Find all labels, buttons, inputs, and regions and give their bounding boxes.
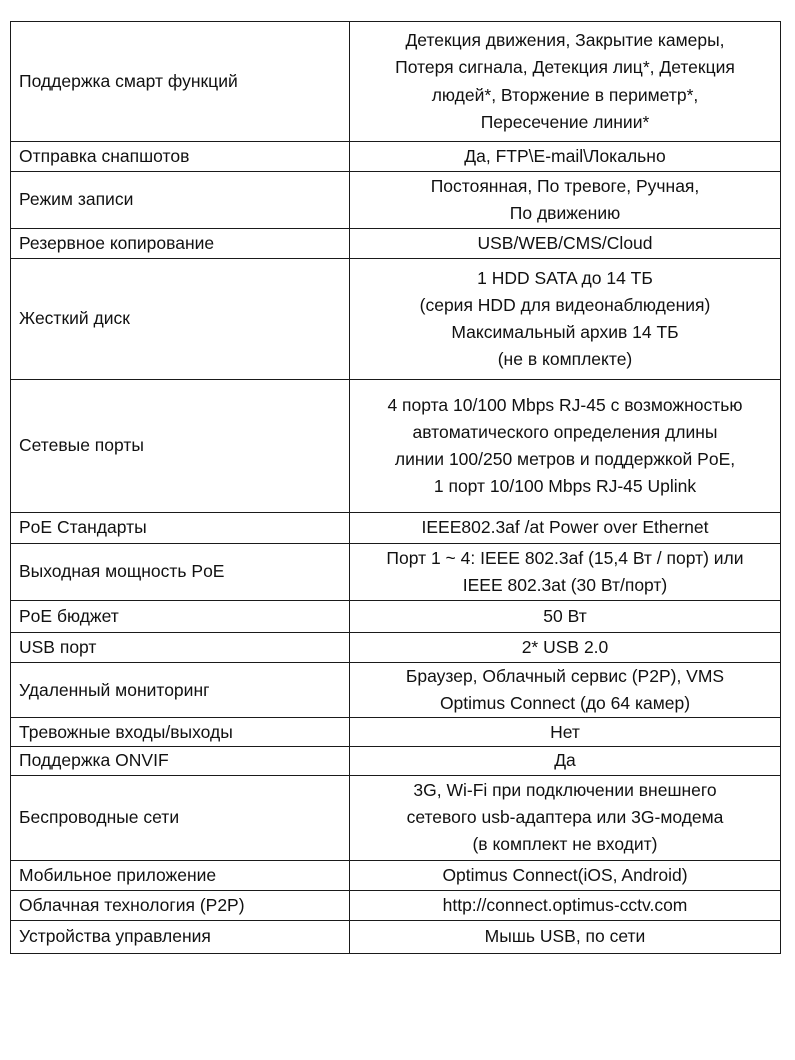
spec-value-line: линии 100/250 метров и поддержкой PoE,: [394, 449, 736, 469]
spec-label: Поддержка смарт функций: [11, 22, 350, 142]
spec-label: Устройства управления: [11, 920, 350, 953]
spec-label: Выходная мощность PoE: [11, 544, 350, 601]
spec-value-line: По движению: [509, 203, 621, 223]
spec-value-line: Порт 1 ~ 4: IEEE 802.3af (15,4 Вт / порт) или: [386, 547, 744, 568]
table-row: [11, 860, 781, 890]
spec-value-line: (не в комплекте): [497, 349, 633, 370]
spec-value-line: 3G, Wi-Fi при подключении внешнего: [413, 779, 717, 800]
spec-value: [350, 259, 781, 380]
spec-value: [350, 920, 781, 953]
spec-value: [350, 380, 781, 513]
spec-value: [350, 663, 781, 718]
spec-label: Мобильное приложение: [11, 860, 350, 890]
table-row: [11, 142, 781, 172]
table-row: [11, 775, 781, 860]
table-row: [11, 718, 781, 747]
spec-value-line: Пересечение линии*: [480, 111, 650, 132]
spec-value-line: Нет: [550, 721, 580, 742]
specifications-table: [10, 21, 781, 954]
table-row: [11, 259, 781, 380]
spec-value-line: Optimus Connect (до 64 камер): [439, 693, 691, 714]
spec-label: Резервное копирование: [11, 229, 350, 259]
spec-value: [350, 229, 781, 259]
spec-value: [350, 22, 781, 142]
table-row: [11, 890, 781, 920]
spec-label: Поддержка ONVIF: [11, 747, 350, 775]
table-row: [11, 633, 781, 663]
spec-value-line: Детекция движения, Закрытие камеры,: [405, 30, 725, 51]
spec-value-line: автоматического определения длины: [412, 421, 718, 442]
spec-value-line: сетевого usb-адаптера или 3G-модема: [406, 807, 724, 827]
table-row: [11, 920, 781, 953]
spec-value-line: Мышь USB, по сети: [484, 926, 646, 946]
spec-label: Беспроводные сети: [11, 775, 350, 860]
spec-value-line: Потеря сигнала, Детекция лиц*, Детекция: [395, 57, 735, 78]
table-row: [11, 747, 781, 775]
spec-value-line: 1 порт 10/100 Mbps RJ-45 Uplink: [433, 476, 697, 497]
spec-value: [350, 747, 781, 775]
spec-value-line: (серия HDD для видеонаблюдения): [419, 294, 711, 315]
spec-label: Режим записи: [11, 172, 350, 229]
spec-value: [350, 142, 781, 172]
spec-value: [350, 544, 781, 601]
spec-value-line: IEEE802.3af /at Power over Ethernet: [421, 517, 709, 538]
spec-label: Сетевые порты: [11, 380, 350, 513]
spec-value-line: 1 HDD SATA до 14 ТБ: [477, 267, 653, 288]
spec-label: Отправка снапшотов: [11, 142, 350, 172]
table-row: [11, 513, 781, 544]
table-row: [11, 601, 781, 633]
table-row: [11, 663, 781, 718]
spec-value: [350, 513, 781, 544]
spec-value-line: 4 порта 10/100 Mbps RJ-45 с возможностью: [387, 394, 743, 415]
table-row: [11, 172, 781, 229]
spec-value-line: Да, FTP\E-mail\Локально: [464, 145, 666, 166]
spec-value-line: Постоянная, По тревоге, Ручная,: [430, 175, 700, 196]
spec-label: Облачная технология (P2P): [11, 890, 350, 920]
spec-label: Тревожные входы/выходы: [11, 718, 350, 747]
spec-value-line: Браузер, Облачный сервис (P2P), VMS: [405, 666, 725, 686]
spec-value-line: Максимальный архив 14 ТБ: [451, 322, 679, 342]
spec-label: Жесткий диск: [11, 259, 350, 380]
spec-value: [350, 775, 781, 860]
spec-value: [350, 633, 781, 663]
specifications-table-body: [11, 22, 781, 954]
spec-label: USB порт: [11, 633, 350, 663]
spec-value-line: Да: [554, 750, 576, 771]
spec-value-line: (в комплект не входит): [472, 834, 658, 855]
spec-value-line: 50 Вт: [543, 605, 587, 626]
spec-value-line: http://connect.optimus-cctv.com: [442, 894, 688, 915]
spec-value-line: USB/WEB/CMS/Cloud: [477, 232, 653, 253]
spec-value: [350, 860, 781, 890]
spec-label: PoE бюджет: [11, 601, 350, 633]
spec-label: Удаленный мониторинг: [11, 663, 350, 718]
spec-value-line: IEEE 802.3at (30 Вт/порт): [462, 575, 668, 595]
spec-value-line: людей*, Вторжение в периметр*,: [431, 84, 699, 105]
spec-value-line: Optimus Connect(iOS, Android): [442, 864, 688, 885]
table-row: [11, 229, 781, 259]
table-row: [11, 544, 781, 601]
table-row: [11, 380, 781, 513]
spec-value-line: 2* USB 2.0: [521, 636, 609, 657]
spec-value: [350, 718, 781, 747]
table-row: [11, 22, 781, 142]
spec-value: [350, 601, 781, 633]
spec-value: [350, 172, 781, 229]
spec-label: PoE Стандарты: [11, 513, 350, 544]
spec-value: [350, 890, 781, 920]
